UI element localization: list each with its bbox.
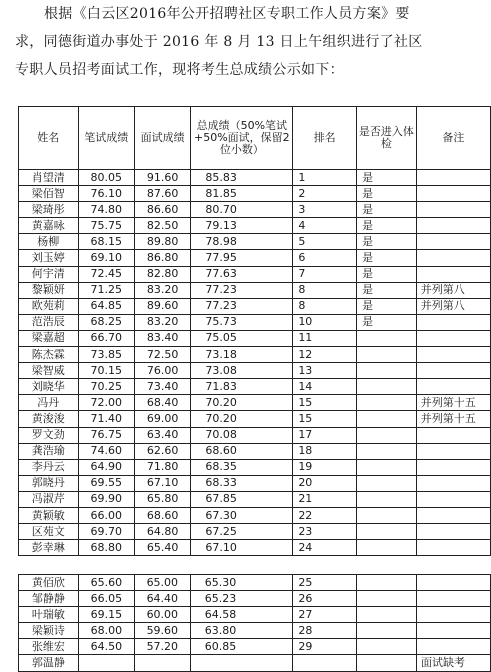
cell-physical-exam (357, 524, 417, 540)
intro-paragraph (0, 0, 491, 84)
cell-interview-score: 89.60 (134, 298, 190, 314)
cell-physical-exam (357, 363, 417, 379)
cell-physical-exam (357, 655, 417, 671)
table-row (19, 363, 491, 379)
cell-note (416, 250, 490, 266)
table-row (19, 575, 491, 591)
table-row (19, 234, 491, 250)
table-row (19, 379, 491, 395)
table-row (19, 298, 491, 314)
intro-line-2: 求，同德街道办事处于 2016 年 8 月 13 日上午组织进行了社区 (15, 34, 423, 50)
cell-interview-score: 64.40 (134, 591, 190, 607)
cell-total-score: 73.18 (191, 347, 293, 363)
cell-physical-exam: 是 (357, 314, 417, 330)
cell-interview-score: 62.60 (134, 443, 190, 459)
cell-rank: 14 (293, 379, 357, 395)
cell-interview-score: 65.80 (134, 491, 190, 507)
table-row (19, 491, 491, 507)
cell-name: 冯丹 (19, 395, 79, 411)
cell-name: 梁智威 (19, 363, 79, 379)
cell-written-score: 69.55 (78, 475, 134, 491)
cell-rank: 25 (293, 575, 357, 591)
cell-written-score: 66.70 (78, 330, 134, 346)
cell-name: 黎颖妍 (19, 282, 79, 298)
cell-written-score: 68.80 (78, 540, 134, 556)
cell-interview-score: 57.20 (134, 639, 190, 655)
cell-written-score: 65.60 (78, 575, 134, 591)
cell-physical-exam (357, 347, 417, 363)
cell-total-score: 67.10 (191, 540, 293, 556)
cell-name: 黄颖敏 (19, 507, 79, 523)
cell-interview-score: 86.60 (134, 202, 190, 218)
table-row (19, 639, 491, 655)
cell-rank: 17 (293, 427, 357, 443)
cell-rank: 20 (293, 475, 357, 491)
header-total: 总成绩（50%笔试+50%面试，保留2位小数） (191, 107, 293, 170)
cell-rank: 26 (293, 591, 357, 607)
table-row (19, 282, 491, 298)
cell-interview-score: 68.40 (134, 395, 190, 411)
table-row (19, 202, 491, 218)
cell-rank: 15 (293, 395, 357, 411)
table-row (19, 540, 491, 556)
cell-physical-exam (357, 591, 417, 607)
cell-physical-exam (357, 330, 417, 346)
cell-written-score: 76.10 (78, 186, 134, 202)
cell-total-score: 67.85 (191, 491, 293, 507)
cell-written-score: 72.45 (78, 266, 134, 282)
cell-note (417, 623, 491, 639)
cell-interview-score: 59.60 (134, 623, 190, 639)
cell-name: 梁佰智 (19, 186, 79, 202)
cell-name: 郭晓丹 (19, 475, 79, 491)
cell-interview-score: 82.80 (134, 266, 190, 282)
cell-note (416, 314, 490, 330)
cell-name: 黄佰欣 (19, 575, 79, 591)
cell-rank: 13 (293, 363, 357, 379)
intro-line-3: 专职人员招考面试工作，现将考生总成绩公示如下： (15, 62, 344, 78)
cell-total-score: 60.85 (190, 639, 293, 655)
cell-interview-score: 89.80 (134, 234, 190, 250)
cell-written-score: 66.00 (78, 507, 134, 523)
cell-interview-score: 68.60 (134, 507, 190, 523)
cell-physical-exam (357, 639, 417, 655)
cell-written-score: 73.85 (78, 347, 134, 363)
table-row (19, 170, 491, 186)
cell-name: 梁颖诗 (19, 623, 79, 639)
cell-written-score (78, 655, 134, 671)
cell-physical-exam: 是 (357, 298, 417, 314)
cell-total-score: 77.23 (191, 298, 293, 314)
cell-note (417, 639, 491, 655)
cell-name: 刘玉婷 (19, 250, 79, 266)
cell-rank: 6 (293, 250, 357, 266)
cell-name: 范浩辰 (19, 314, 79, 330)
cell-total-score: 68.33 (191, 475, 293, 491)
cell-name: 杨柳 (19, 234, 79, 250)
cell-total-score: 64.58 (190, 607, 293, 623)
cell-written-score: 80.05 (78, 170, 134, 186)
cell-interview-score: 65.40 (134, 540, 190, 556)
cell-name: 黄浚浚 (19, 411, 79, 427)
cell-name: 李丹云 (19, 459, 79, 475)
cell-name: 黄嘉咏 (19, 218, 79, 234)
cell-interview-score: 83.20 (134, 314, 190, 330)
cell-name: 龚浩瑜 (19, 443, 79, 459)
header-note: 备注 (416, 107, 490, 170)
cell-physical-exam: 是 (357, 266, 417, 282)
cell-written-score: 69.10 (78, 250, 134, 266)
cell-physical-exam (357, 411, 417, 427)
cell-rank: 3 (293, 202, 357, 218)
cell-physical-exam (357, 395, 417, 411)
cell-physical-exam: 是 (357, 202, 417, 218)
cell-interview-score: 72.50 (134, 347, 190, 363)
cell-rank: 12 (293, 347, 357, 363)
cell-interview-score: 65.00 (134, 575, 190, 591)
table-row (19, 330, 491, 346)
cell-rank: 8 (293, 282, 357, 298)
cell-rank: 15 (293, 411, 357, 427)
cell-name: 郭温静 (19, 655, 79, 671)
cell-note (416, 202, 490, 218)
score-table-continued (18, 574, 491, 672)
cell-rank: 21 (293, 491, 357, 507)
cell-name: 叶瑞敏 (19, 607, 79, 623)
cell-written-score: 66.05 (78, 591, 134, 607)
cell-note (416, 507, 490, 523)
cell-written-score: 68.25 (78, 314, 134, 330)
cell-written-score: 64.90 (78, 459, 134, 475)
table-row (19, 347, 491, 363)
cell-note (416, 266, 490, 282)
cell-interview-score: 67.10 (134, 475, 190, 491)
header-interview: 面试成绩 (134, 107, 190, 170)
cell-name: 何宇清 (19, 266, 79, 282)
cell-rank: 28 (293, 623, 357, 639)
cell-name: 梁琦彤 (19, 202, 79, 218)
cell-name: 冯淑芹 (19, 491, 79, 507)
cell-rank: 2 (293, 186, 357, 202)
cell-interview-score: 83.40 (134, 330, 190, 346)
header-written: 笔试成绩 (78, 107, 134, 170)
table-row (19, 475, 491, 491)
cell-interview-score: 82.50 (134, 218, 190, 234)
cell-total-score: 85.83 (191, 170, 293, 186)
cell-total-score: 77.23 (191, 282, 293, 298)
cell-written-score: 70.15 (78, 363, 134, 379)
cell-note (416, 491, 490, 507)
cell-physical-exam (357, 491, 417, 507)
cell-physical-exam (357, 623, 417, 639)
cell-total-score: 68.60 (191, 443, 293, 459)
cell-rank: 22 (293, 507, 357, 523)
cell-total-score: 65.23 (190, 591, 293, 607)
cell-interview-score: 63.40 (134, 427, 190, 443)
cell-note (416, 347, 490, 363)
cell-rank: 29 (293, 639, 357, 655)
cell-note (417, 591, 491, 607)
cell-note (416, 379, 490, 395)
header-rank: 排名 (293, 107, 357, 170)
cell-physical-exam: 是 (357, 218, 417, 234)
cell-total-score: 70.08 (191, 427, 293, 443)
table-row (19, 607, 491, 623)
cell-note (416, 170, 490, 186)
cell-note (416, 524, 490, 540)
cell-written-score: 71.25 (78, 282, 134, 298)
cell-rank: 5 (293, 234, 357, 250)
cell-name: 刘晓华 (19, 379, 79, 395)
cell-interview-score: 86.80 (134, 250, 190, 266)
cell-interview-score: 69.00 (134, 411, 190, 427)
cell-written-score: 75.75 (78, 218, 134, 234)
cell-physical-exam: 是 (357, 282, 417, 298)
table-row (19, 314, 491, 330)
cell-name: 邹静静 (19, 591, 79, 607)
table-header-row (19, 107, 491, 170)
cell-rank: 1 (293, 170, 357, 186)
cell-interview-score: 83.20 (134, 282, 190, 298)
cell-physical-exam (357, 427, 417, 443)
table-row (19, 507, 491, 523)
cell-total-score: 67.30 (191, 507, 293, 523)
cell-note (417, 607, 491, 623)
cell-interview-score: 71.80 (134, 459, 190, 475)
cell-total-score: 77.63 (191, 266, 293, 282)
cell-physical-exam: 是 (357, 234, 417, 250)
cell-written-score: 64.50 (78, 639, 134, 655)
table-row (19, 411, 491, 427)
cell-note (416, 427, 490, 443)
cell-rank: 18 (293, 443, 357, 459)
table-row (19, 459, 491, 475)
cell-rank: 10 (293, 314, 357, 330)
cell-total-score: 68.35 (191, 459, 293, 475)
cell-rank: 4 (293, 218, 357, 234)
cell-physical-exam (357, 459, 417, 475)
cell-total-score: 70.20 (191, 395, 293, 411)
table-row (19, 443, 491, 459)
cell-note (416, 443, 490, 459)
cell-total-score: 70.20 (191, 411, 293, 427)
cell-total-score: 67.25 (191, 524, 293, 540)
cell-note: 并列第八 (416, 282, 490, 298)
cell-total-score: 77.95 (191, 250, 293, 266)
cell-interview-score (134, 655, 190, 671)
cell-physical-exam (357, 475, 417, 491)
cell-physical-exam (357, 540, 417, 556)
cell-name: 肖望清 (19, 170, 79, 186)
cell-written-score: 74.60 (78, 443, 134, 459)
cell-written-score: 64.85 (78, 298, 134, 314)
cell-total-score: 71.83 (191, 379, 293, 395)
cell-total-score: 80.70 (191, 202, 293, 218)
cell-name: 陈杰霖 (19, 347, 79, 363)
header-name: 姓名 (19, 107, 79, 170)
cell-note (416, 218, 490, 234)
cell-written-score: 72.00 (78, 395, 134, 411)
cell-rank: 23 (293, 524, 357, 540)
cell-written-score: 69.15 (78, 607, 134, 623)
table-row (19, 266, 491, 282)
table-row (19, 186, 491, 202)
table-row (19, 655, 491, 671)
cell-note: 并列第十五 (416, 411, 490, 427)
cell-total-score: 75.73 (191, 314, 293, 330)
cell-total-score: 63.80 (190, 623, 293, 639)
cell-name: 梁嘉超 (19, 330, 79, 346)
cell-physical-exam (357, 607, 417, 623)
cell-total-score: 65.30 (190, 575, 293, 591)
cell-physical-exam: 是 (357, 170, 417, 186)
cell-note (416, 459, 490, 475)
cell-written-score: 76.75 (78, 427, 134, 443)
cell-name: 彭幸琳 (19, 540, 79, 556)
header-physical: 是否进入体检 (357, 107, 417, 170)
cell-interview-score: 87.60 (134, 186, 190, 202)
cell-total-score: 81.85 (191, 186, 293, 202)
cell-note (416, 330, 490, 346)
cell-total-score: 79.13 (191, 218, 293, 234)
cell-rank: 27 (293, 607, 357, 623)
cell-name: 区苑文 (19, 524, 79, 540)
table-row (19, 623, 491, 639)
cell-name: 张维宏 (19, 639, 79, 655)
cell-physical-exam (357, 575, 417, 591)
table-row (19, 395, 491, 411)
cell-written-score: 68.15 (78, 234, 134, 250)
intro-line-1: 根据《白云区2016年公开招聘社区专职工作人员方案》要 (44, 6, 410, 22)
cell-interview-score: 76.00 (134, 363, 190, 379)
cell-total-score: 78.98 (191, 234, 293, 250)
cell-total-score: 73.08 (191, 363, 293, 379)
cell-interview-score: 91.60 (134, 170, 190, 186)
cell-interview-score: 60.00 (134, 607, 190, 623)
table-row (19, 591, 491, 607)
cell-rank (293, 655, 357, 671)
cell-note (417, 575, 491, 591)
cell-note: 并列第十五 (416, 395, 490, 411)
cell-note: 面试缺考 (417, 655, 491, 671)
cell-note (416, 234, 490, 250)
cell-written-score: 71.40 (78, 411, 134, 427)
cell-rank: 11 (293, 330, 357, 346)
cell-note (416, 186, 490, 202)
cell-total-score (190, 655, 293, 671)
cell-rank: 24 (293, 540, 357, 556)
table-row (19, 218, 491, 234)
cell-written-score: 69.70 (78, 524, 134, 540)
cell-written-score: 69.90 (78, 491, 134, 507)
score-table (18, 106, 491, 556)
cell-interview-score: 73.40 (134, 379, 190, 395)
cell-rank: 8 (293, 298, 357, 314)
cell-physical-exam: 是 (357, 186, 417, 202)
cell-rank: 7 (293, 266, 357, 282)
cell-name: 欧苑莉 (19, 298, 79, 314)
cell-note (416, 363, 490, 379)
cell-note (416, 475, 490, 491)
cell-name: 罗文劲 (19, 427, 79, 443)
table-row (19, 250, 491, 266)
cell-physical-exam (357, 379, 417, 395)
cell-physical-exam: 是 (357, 250, 417, 266)
cell-written-score: 68.00 (78, 623, 134, 639)
cell-physical-exam (357, 443, 417, 459)
cell-note (416, 540, 490, 556)
table-row (19, 427, 491, 443)
cell-rank: 19 (293, 459, 357, 475)
cell-written-score: 70.25 (78, 379, 134, 395)
table-row (19, 524, 491, 540)
cell-physical-exam (357, 507, 417, 523)
cell-written-score: 74.80 (78, 202, 134, 218)
cell-interview-score: 64.80 (134, 524, 190, 540)
cell-total-score: 75.05 (191, 330, 293, 346)
cell-note: 并列第八 (416, 298, 490, 314)
